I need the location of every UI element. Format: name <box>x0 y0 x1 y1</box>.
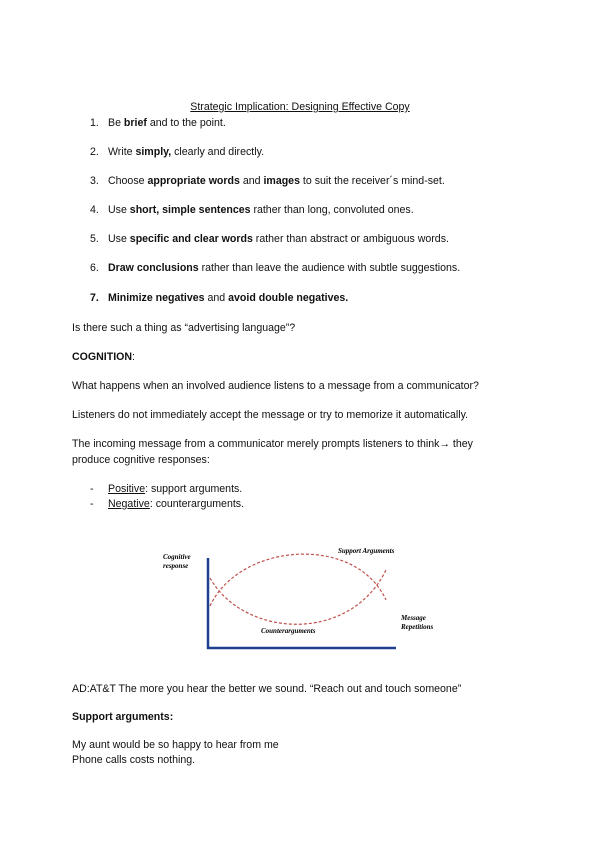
list-item-text: Use <box>108 233 130 245</box>
counterarguments-label: Counterarguments <box>261 627 316 635</box>
list-item <box>90 117 226 129</box>
paragraph-incoming-message-2: produce cognitive responses: <box>72 454 210 466</box>
list-item <box>90 204 414 216</box>
list-item-text: avoid double negatives. <box>228 292 349 304</box>
paragraph-listeners: Listeners do not immediately accept the message or try to memorize it automatically. <box>72 409 469 421</box>
support-line-2: Phone calls costs nothing. <box>72 754 196 766</box>
cognition-heading-text: COGNITION <box>72 351 133 363</box>
list-item-text: Choose <box>108 175 148 187</box>
list-item-number: 4. <box>90 204 99 216</box>
cognitive-response-chart <box>158 540 448 655</box>
list-item-text: Be <box>108 117 124 129</box>
list-item <box>90 175 445 187</box>
list-item-text: to suit the receiver´s mind-set. <box>299 175 445 187</box>
list-item-text: appropriate words <box>147 175 240 187</box>
support-line-1: My aunt would be so happy to hear from me <box>72 739 279 751</box>
list-item <box>90 233 449 245</box>
bullet-positive: - Positive: support arguments. <box>90 483 243 495</box>
list-item-text: Use <box>108 204 130 216</box>
list-item-text: Draw conclusions <box>108 262 199 274</box>
list-item-text: clearly and directly. <box>171 146 265 158</box>
x-axis-label-line1: Message <box>401 614 426 622</box>
list-item-text: Minimize negatives <box>108 292 205 304</box>
list-item-text: Write <box>108 146 136 158</box>
support-arguments-curve <box>210 554 386 606</box>
list-item-text: and <box>239 175 264 187</box>
list-item-text: specific and clear words <box>129 233 253 245</box>
bullet-positive-text: : support arguments. <box>145 483 243 495</box>
bullet-negative: - Negative: counterarguments. <box>90 498 245 510</box>
cognition-heading-colon: : <box>132 351 135 363</box>
list-item-number: 7. <box>90 292 99 304</box>
list-item-number: 3. <box>90 175 99 187</box>
y-axis-label-line1: Cognitive <box>163 553 191 561</box>
paragraph-involved-audience: What happens when an involved audience listens to a message from a communicator? <box>72 380 479 392</box>
ad-example-line: AD:AT&T The more you hear the better we sound. “Reach out and touch someone” <box>72 683 462 695</box>
bullet-negative-term: Negative <box>108 498 150 510</box>
list-item-text: rather than leave the audience with subtle suggestions. <box>198 262 461 274</box>
cognition-heading <box>72 351 135 363</box>
list-item-text: short, simple sentences <box>129 204 251 216</box>
paragraph-incoming-message-1: The incoming message from a communicator merely prompts listeners to think→ they <box>72 438 473 450</box>
support-arguments-label: Support Arguments <box>338 547 395 555</box>
y-axis-label-line2: response <box>163 562 189 570</box>
list-item <box>90 262 460 274</box>
bullet-negative-text: : counterarguments. <box>149 498 245 510</box>
list-item-number: 6. <box>90 262 99 274</box>
list-item-text: simply, <box>135 146 172 158</box>
support-arguments-heading: Support arguments: <box>72 711 174 723</box>
list-item-text: and <box>204 292 229 304</box>
list-item <box>90 146 264 158</box>
list-item-text: rather than long, convoluted ones. <box>250 204 414 216</box>
list-item-text: brief <box>123 117 147 129</box>
list-item-number: 2. <box>90 146 99 158</box>
list-item-text: images <box>263 175 300 187</box>
x-axis-label-line2: Repetitions <box>401 623 434 631</box>
counterarguments-curve <box>210 570 386 624</box>
bullet-positive-term: Positive <box>108 483 146 495</box>
list-item <box>90 292 348 304</box>
list-item-number: 5. <box>90 233 99 245</box>
advertising-language-question: Is there such a thing as “advertising language”? <box>72 322 296 334</box>
list-item-number: 1. <box>90 117 99 129</box>
page-title: Strategic Implication: Designing Effective Copy <box>190 101 410 113</box>
list-item-text: and to the point. <box>146 117 226 129</box>
list-item-text: rather than abstract or ambiguous words. <box>252 233 449 245</box>
